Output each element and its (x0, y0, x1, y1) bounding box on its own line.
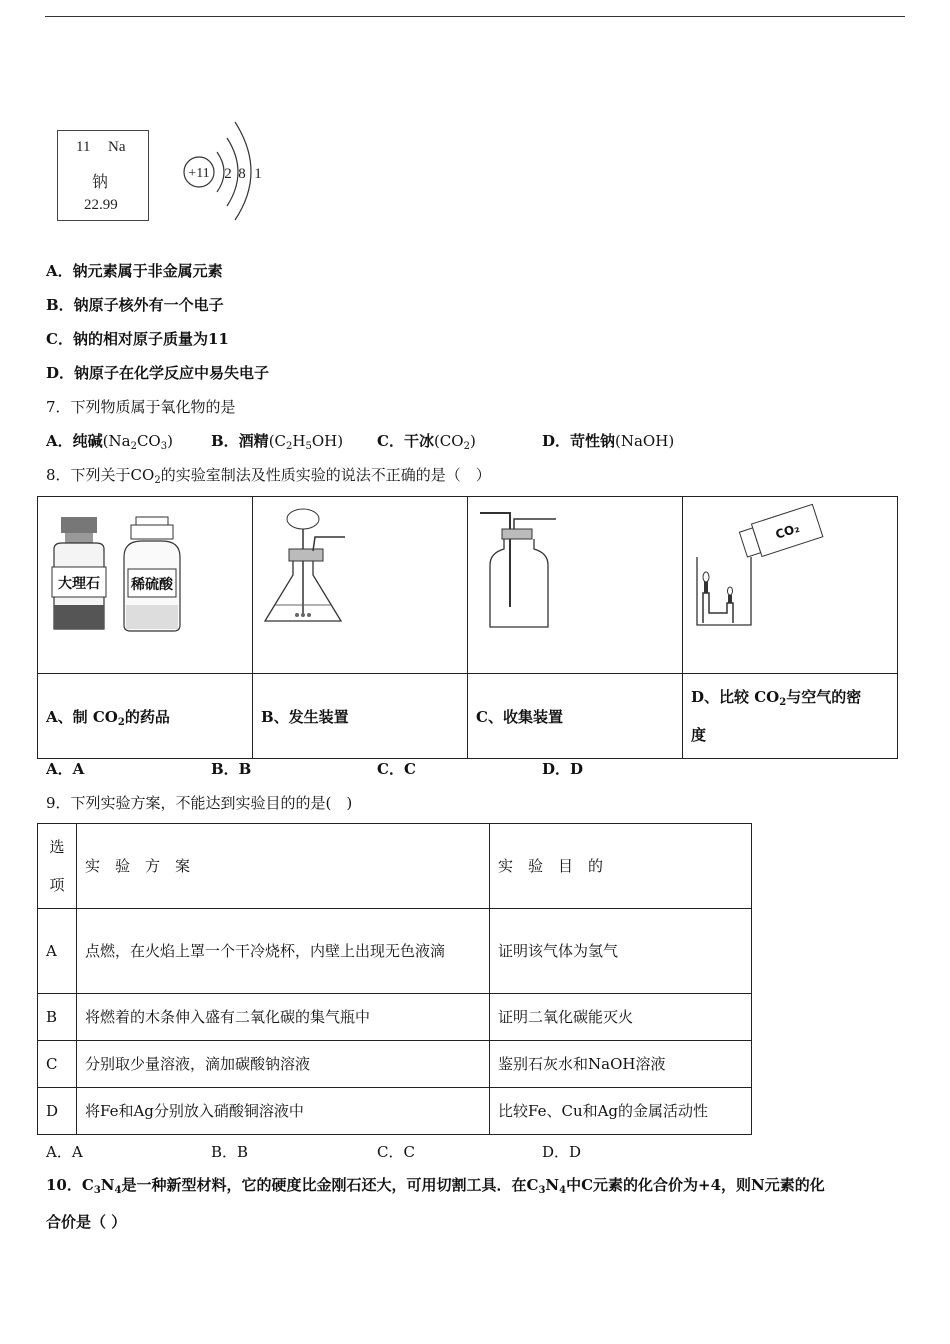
thistle-funnel-top (287, 509, 319, 529)
q7-c-sub1: 2 (463, 441, 470, 452)
q7-c-formula: (CO (433, 432, 464, 450)
q7-c-end: ) (469, 432, 476, 450)
marble-bottle-cap (61, 517, 97, 533)
q8-stem-sub: 2 (154, 475, 161, 486)
q6-option-b[interactable]: B．钠原子核外有一个电子 (46, 296, 224, 314)
q6-option-c[interactable]: C．钠的相对原子质量为11 (46, 330, 229, 348)
caption-d-post: 与空气的密 (786, 688, 862, 706)
caption-d-line2: 度 (691, 726, 707, 744)
q9-header-plan: 实 验 方 案 (77, 824, 490, 909)
q7-d-formula: (NaOH) (615, 432, 675, 450)
q10-sub: 3 (93, 1185, 101, 1196)
cylinder-label: CO₂ (773, 520, 802, 542)
q10-sub: 3 (538, 1185, 546, 1196)
lower-flame (728, 587, 733, 595)
q8-caption-c: C、收集装置 (468, 674, 683, 759)
q8-cell-c-image (468, 497, 683, 674)
gas-jar (490, 539, 548, 627)
solid-reagent (295, 613, 299, 617)
q9-row-aim: 鉴别石灰水和NaOH溶液 (490, 1041, 752, 1088)
q8-stem-pre: 8．下列关于CO (46, 466, 155, 484)
q9-row-key: C (38, 1041, 77, 1088)
q9-header-aim: 实 验 目 的 (490, 824, 752, 909)
flask-stopper (289, 549, 323, 561)
co2-cylinder (738, 504, 823, 560)
q9-row-aim: 证明该气体为氢气 (490, 909, 752, 994)
q10-part: N (100, 1176, 115, 1194)
q7-a-sub2: 3 (160, 441, 168, 452)
short-outlet-tube (514, 519, 556, 529)
q9-option-a[interactable]: A．A (46, 1143, 83, 1161)
atomic-mass: 22.99 (84, 197, 118, 213)
q8-caption-a (38, 674, 253, 759)
q7-a-formula: (Na (102, 432, 131, 450)
acid-bottle-neck (131, 525, 173, 539)
upper-flame (703, 572, 709, 582)
upper-candle (704, 581, 708, 593)
marble-bottle-label: 大理石 (58, 576, 100, 592)
q9-row-key: A (38, 909, 77, 994)
q7-b-end: OH) (311, 432, 344, 450)
caption-a-post: 的药品 (124, 707, 170, 726)
q7-option-a-label: A．纯碱 (46, 432, 103, 450)
q6-option-d[interactable]: D．钠原子在化学反应中易失电子 (46, 364, 270, 382)
q10-part: N (545, 1176, 560, 1194)
q10-part: 是一种新型材料，它的硬度比金刚石还大，可用切割工具．在C (121, 1176, 539, 1194)
q8-cell-b-image (253, 497, 468, 674)
q7-b-sub2: 5 (305, 441, 312, 452)
q7-b-sub1: 2 (286, 441, 293, 452)
q10-part: 中C元素的化合价为+4，则N元素的化 (566, 1176, 825, 1194)
q9-stem: 9．下列实验方案，不能达到实验目的的是( ) (46, 794, 353, 812)
shell-count-3: 1 (254, 166, 262, 182)
q10-stem-line1 (46, 1174, 825, 1195)
q9-option-d[interactable]: D．D (542, 1143, 582, 1161)
caption-a-pre: A、制 CO (46, 707, 118, 726)
q9-row-aim: 证明二氧化碳能灭火 (490, 994, 752, 1041)
element-name: 钠 (92, 174, 109, 191)
q8-option-d[interactable]: D．D (542, 760, 584, 778)
sodium-atom-diagram (175, 112, 275, 224)
q9-option-b[interactable]: B．B (211, 1143, 249, 1161)
q7-stem: 7．下列物质属于氧化物的是 (46, 398, 236, 416)
acid-bottle-label: 稀硫酸 (131, 577, 173, 593)
q9-row-b (38, 994, 752, 1041)
q9-row-key: B (38, 994, 77, 1041)
q10-sub: 4 (114, 1185, 122, 1196)
q9-row-aim: 比较Fe、Cu和Ag的金属活动性 (490, 1088, 752, 1135)
acid-bottle-stopper (136, 517, 168, 525)
sodium-element-card (57, 130, 149, 221)
marble-bottle-neck (65, 533, 93, 543)
q7-option-b[interactable] (211, 430, 343, 451)
caption-d-pre: D、比较 CO (691, 688, 780, 706)
q8-caption-b: B、发生装置 (253, 674, 468, 759)
lower-candle (728, 595, 732, 603)
electron-shell-1 (217, 152, 224, 192)
top-rule (45, 16, 905, 17)
caption-a-sub: 2 (117, 716, 125, 728)
q7-a-sub1: 2 (130, 441, 137, 452)
q8-option-b[interactable]: B．B (211, 760, 252, 778)
solid-reagent (301, 613, 305, 617)
element-symbol: Na (108, 139, 126, 155)
collecting-bottle-illustration (468, 497, 682, 669)
q8-stem-post: 的实验室制法及性质实验的说法不正确的是（ ） (160, 466, 491, 484)
shell-count-2: 8 (238, 166, 246, 182)
q8-cell-a-image (38, 497, 253, 674)
q7-option-d-label: D．苛性钠 (542, 432, 616, 450)
reagent-bottles-illustration (38, 497, 252, 669)
q9-row-plan: 点燃，在火焰上罩一个干冷烧杯，内壁上出现无色液滴 (77, 909, 490, 994)
q9-option-c[interactable]: C．C (377, 1143, 415, 1161)
marble-chunks (54, 605, 104, 629)
q10-stem-line2: 合价是（ ） (46, 1213, 127, 1231)
shell-count-1: 2 (224, 166, 232, 182)
q9-row-plan: 分别取少量溶液，滴加碳酸钠溶液 (77, 1041, 490, 1088)
q7-a-end: ) (167, 432, 173, 450)
q9-row-key: D (38, 1088, 77, 1135)
q8-stem (46, 464, 491, 485)
bottle-stopper (502, 529, 532, 539)
nucleus-charge: +11 (188, 166, 210, 181)
atomic-number: 11 (76, 139, 91, 155)
q7-option-d[interactable] (542, 430, 674, 451)
q7-option-c-label: C．干冰 (377, 432, 434, 450)
q9-row-c (38, 1041, 752, 1088)
q9-header-option: 选项 (38, 824, 77, 909)
q8-caption-d (683, 674, 898, 759)
q9-experiment-table (37, 823, 752, 1135)
q10-part: 10．C (46, 1176, 94, 1194)
q9-row-plan: 将Fe和Ag分别放入硝酸铜溶液中 (77, 1088, 490, 1135)
q6-option-a[interactable]: A．钠元素属于非金属元素 (46, 262, 223, 280)
solid-reagent (307, 613, 311, 617)
q7-a-mid: CO (136, 432, 161, 450)
q9-row-plan: 将燃着的木条伸入盛有二氧化碳的集气瓶中 (77, 994, 490, 1041)
caption-d-sub: 2 (779, 697, 787, 708)
long-inlet-tube (480, 513, 510, 607)
q7-option-a[interactable] (46, 430, 173, 451)
acid-liquid (126, 605, 178, 629)
q9-row-d (38, 1088, 752, 1135)
q8-option-a[interactable]: A．A (46, 760, 85, 778)
q7-b-formula: (C (268, 432, 287, 450)
q7-option-c[interactable] (377, 430, 476, 451)
q9-row-a (38, 909, 752, 994)
q10-sub: 4 (559, 1185, 567, 1196)
q8-apparatus-table (37, 496, 898, 759)
generator-flask-illustration (253, 497, 467, 669)
q7-b-mid: H (292, 432, 306, 450)
q7-option-b-label: B．酒精 (211, 432, 269, 450)
q8-cell-d-image (683, 497, 898, 674)
q8-option-c[interactable]: C．C (377, 760, 416, 778)
co2-density-illustration (683, 497, 897, 669)
